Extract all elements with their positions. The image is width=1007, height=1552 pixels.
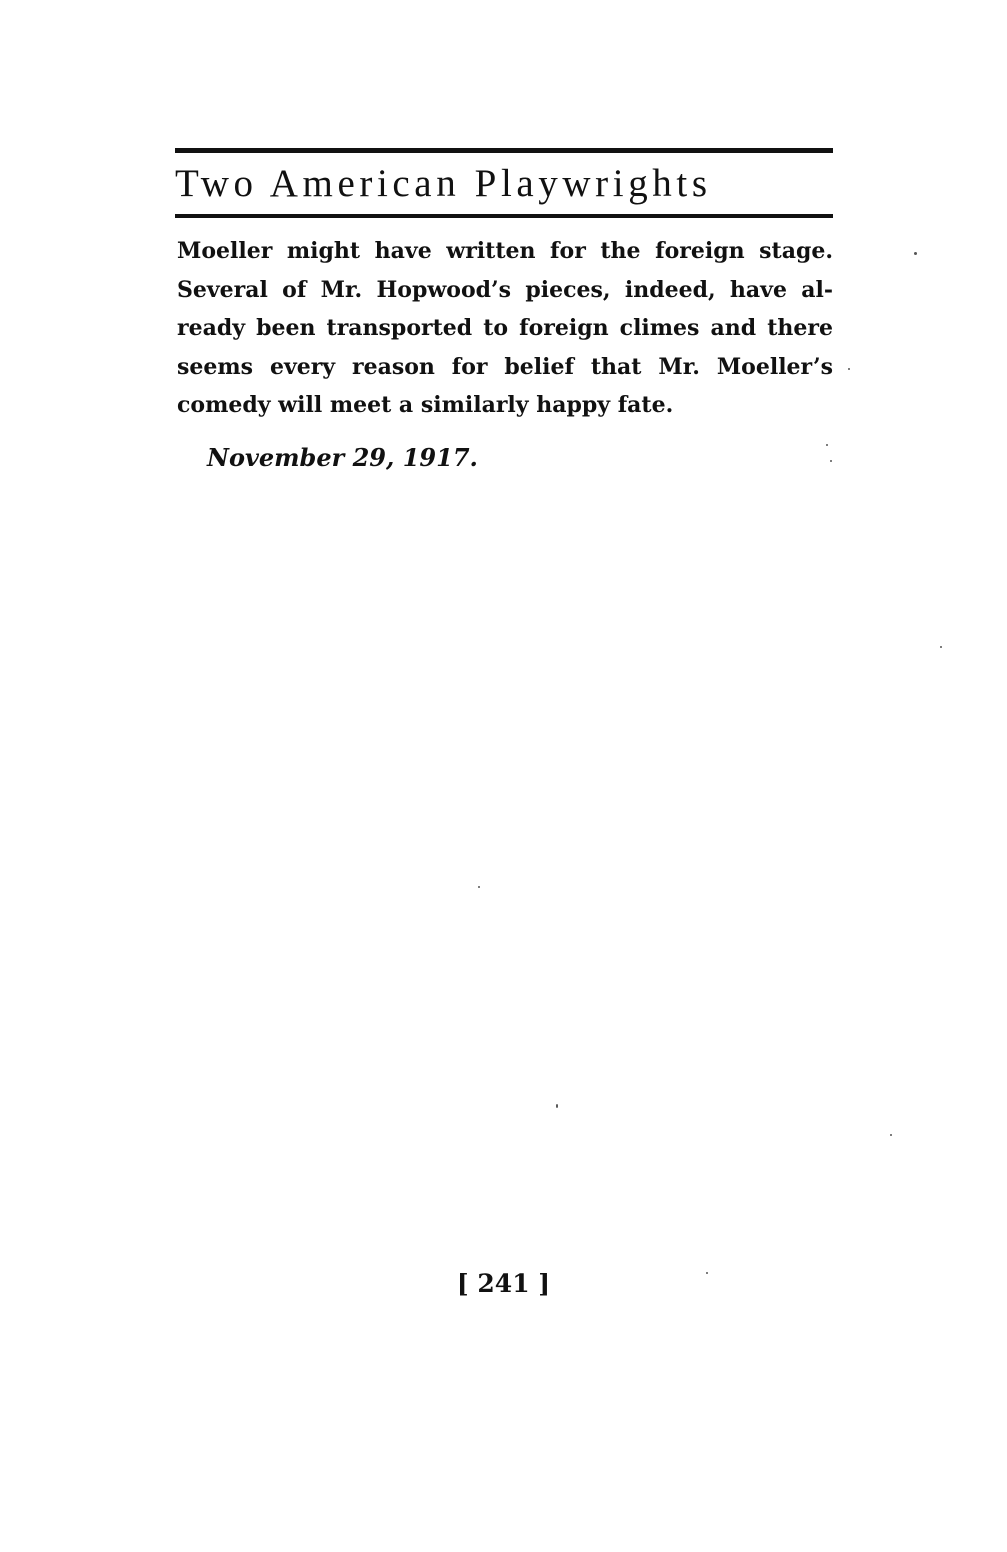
scan-speck (706, 1272, 708, 1274)
body-line: comedy will meet a similarly happy fate. (177, 392, 674, 419)
dateline: November 29, 1917. (207, 443, 478, 472)
running-header (175, 148, 833, 218)
scan-speck (478, 886, 480, 888)
body-line: Several of Mr. Hopwood’s pieces, indeed, have al- (177, 276, 833, 303)
body-line: seems every reason for belief that Mr. Moeller’s (177, 353, 833, 380)
scan-speck (890, 1134, 892, 1136)
scan-speck (830, 460, 832, 462)
header-rule-top (175, 148, 833, 153)
scan-speck (940, 646, 942, 648)
header-rule-bottom (175, 214, 833, 218)
scan-speck (914, 252, 917, 255)
running-title: Two American Playwrights (175, 162, 712, 205)
body-line: ready been transported to foreign climes and there (177, 315, 833, 342)
page-number: [ 241 ] (456, 1269, 551, 1298)
scan-speck (848, 368, 850, 370)
scan-speck (556, 1104, 558, 1108)
body-line: Moeller might have written for the foreign stage. (177, 238, 833, 264)
scan-speck (826, 444, 828, 446)
body-paragraph (177, 232, 833, 425)
